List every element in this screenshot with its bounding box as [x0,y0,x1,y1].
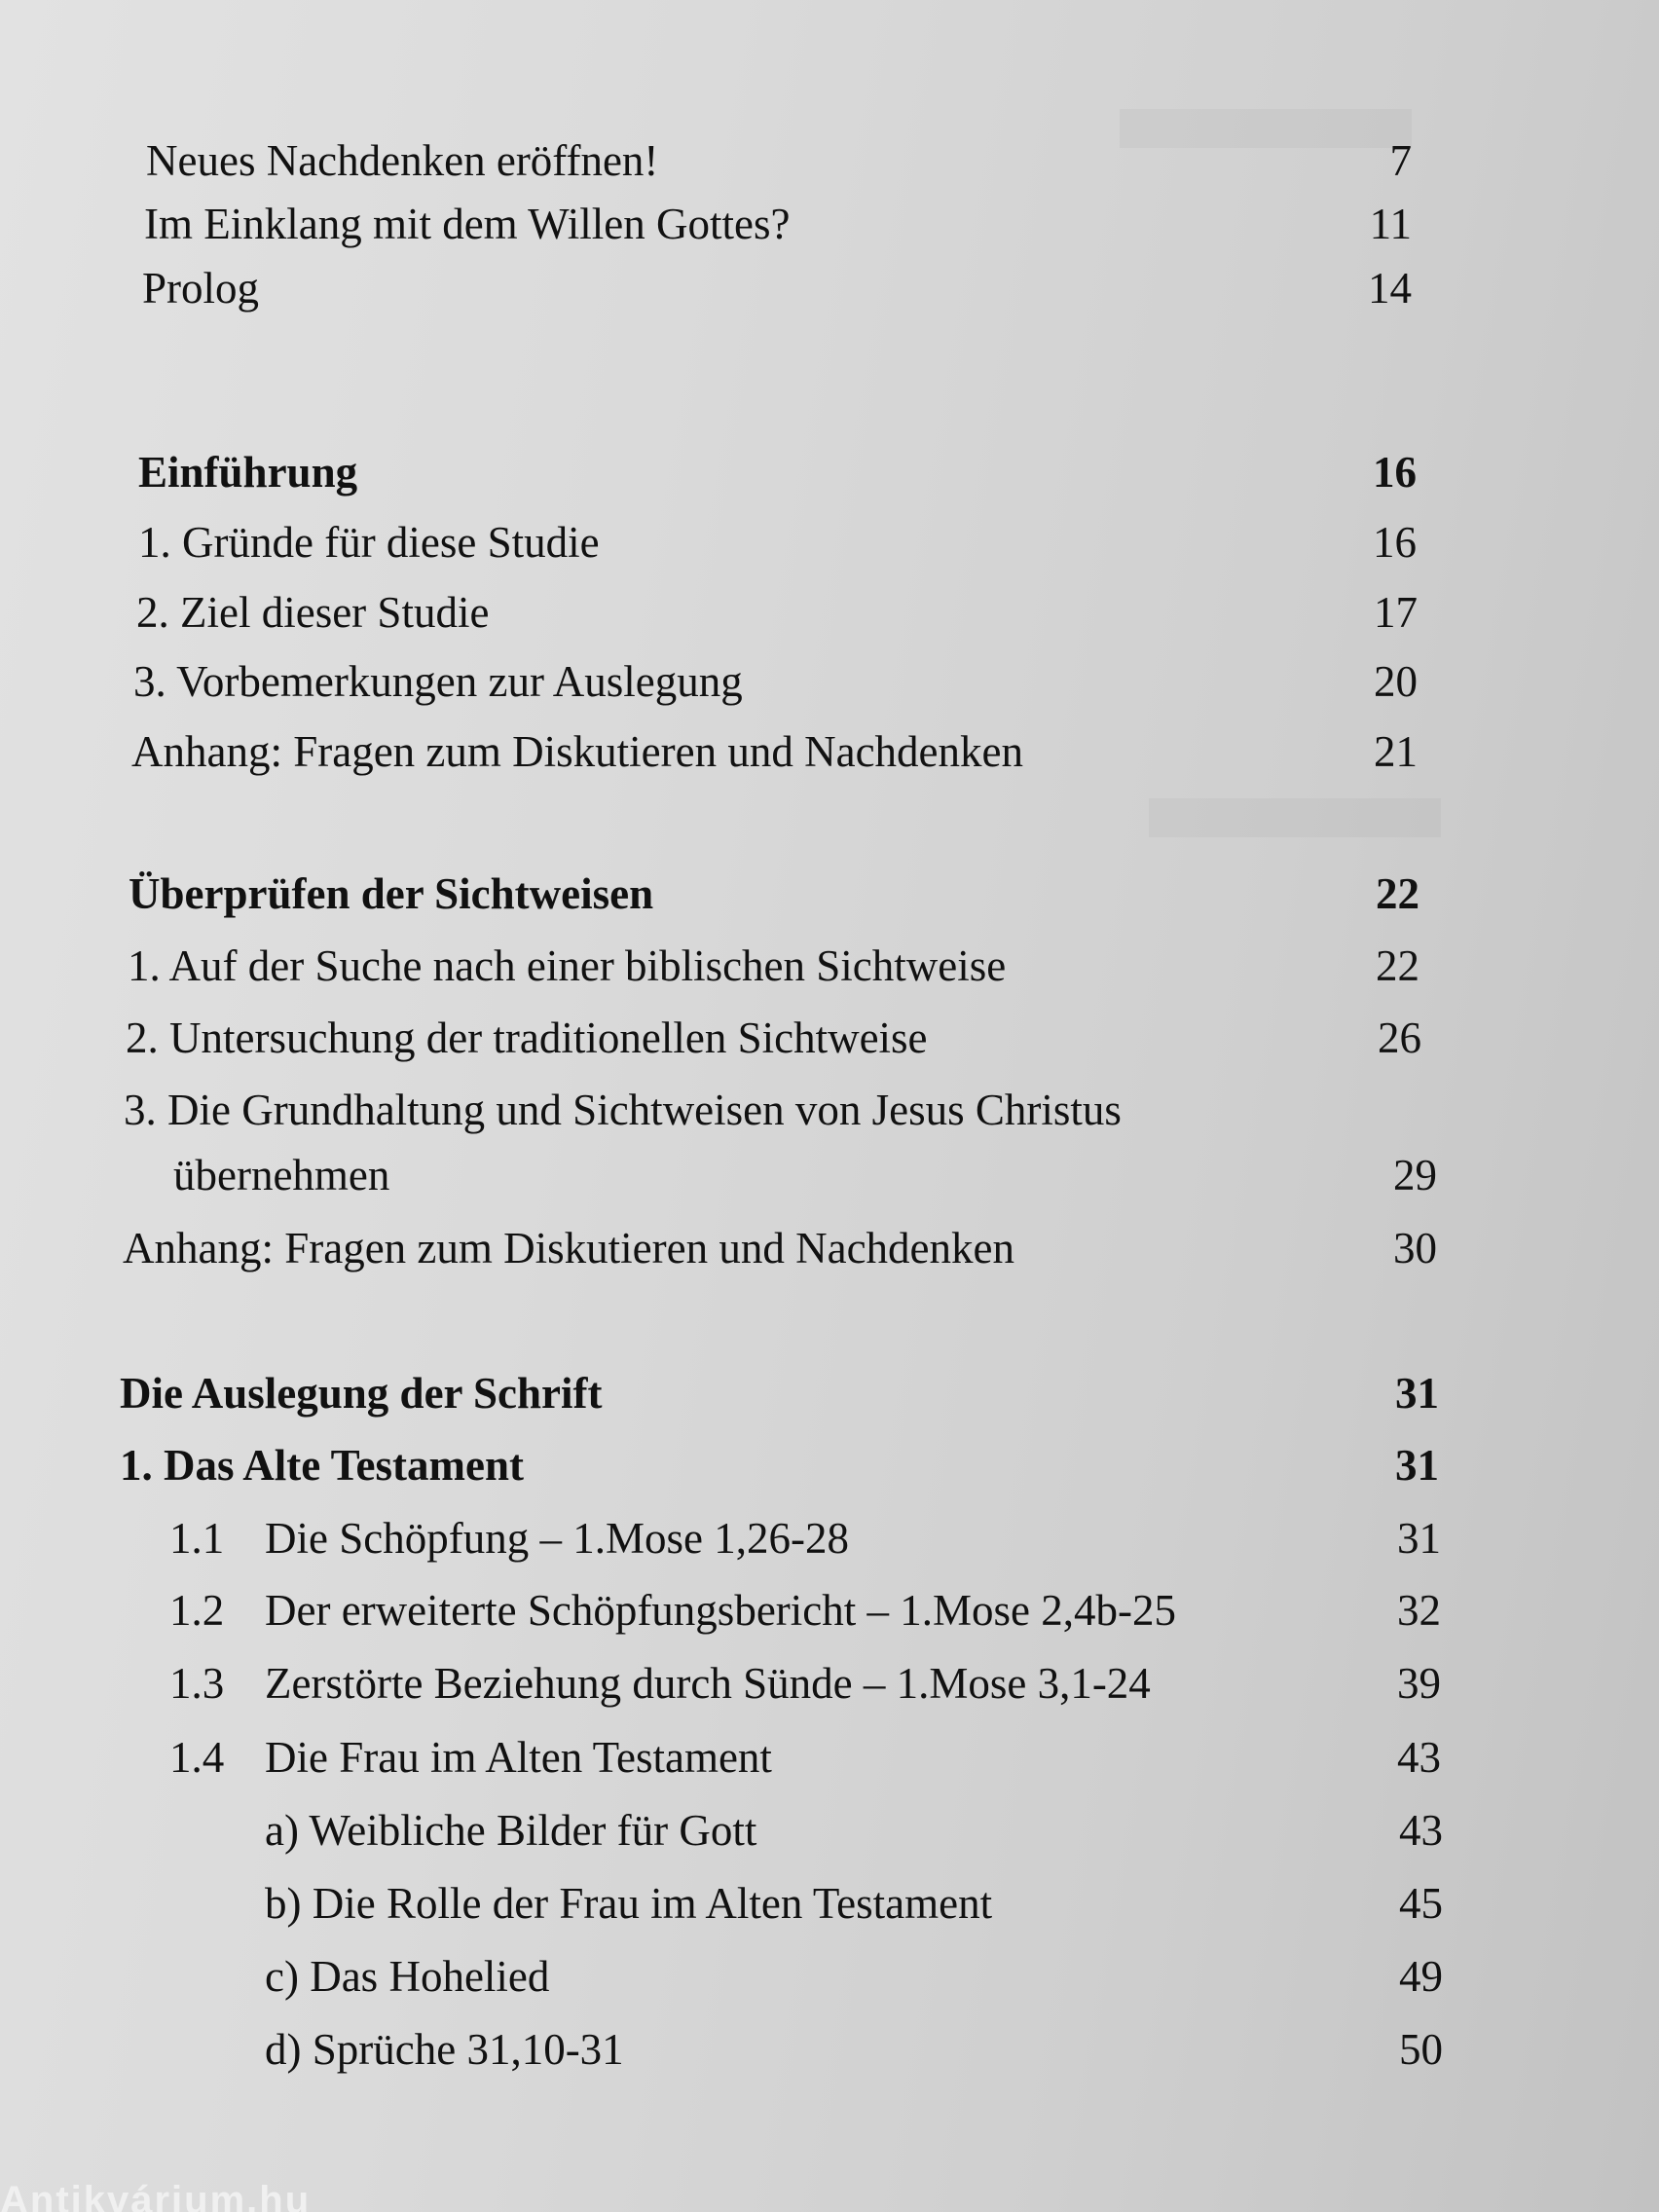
toc-section-heading [0,865,1659,923]
toc-heading-title: Einführung [138,448,358,497]
toc-section-heading [0,443,1659,501]
toc-entry [0,722,1659,781]
toc-entry-page: 7 [1389,136,1412,185]
toc-entry-title: übernehmen [173,1151,390,1199]
watermark-text: Antikvárium.hu [0,2179,312,2212]
toc-entry-page: 17 [1374,588,1418,637]
toc-entry [0,1728,1659,1787]
toc-entry-page: 20 [1374,657,1418,706]
toc-entry-title: Anhang: Fragen zum Diskutieren und Nachdenken [123,1224,1014,1272]
toc-subentry-page: 50 [1399,2025,1443,2074]
toc-subentry [0,2020,1659,2079]
toc-subheading-page: 31 [1395,1441,1439,1490]
toc-entry-page: 26 [1378,1014,1421,1062]
toc-subentry [0,1874,1659,1933]
toc-entry [0,513,1659,571]
toc-entry [0,1219,1659,1277]
toc-entry-page: 21 [1374,727,1418,776]
toc-entry-page: 31 [1397,1514,1441,1563]
toc-entry [0,1509,1659,1567]
toc-entry [0,937,1659,995]
toc-entry-continuation [0,1146,1659,1204]
toc-entry-title: 2. Untersuchung der traditionellen Sichtweise [126,1014,928,1062]
toc-heading-title: Überprüfen der Sichtweisen [129,869,654,918]
toc-entry-title: 2. Ziel dieser Studie [136,588,490,637]
toc-entry [0,195,1659,253]
toc-entry-title: 1. Auf der Suche nach einer biblischen Sichtweise [128,941,1007,990]
toc-subentry [0,1801,1659,1860]
toc-subentry-page: 49 [1399,1952,1443,2001]
toc-entry-title: Die Schöpfung – 1.Mose 1,26-28 [265,1514,849,1563]
toc-heading-title: Die Auslegung der Schrift [120,1369,603,1418]
toc-entry [0,1009,1659,1067]
toc-heading-page: 22 [1376,869,1419,918]
toc-entry-page: 30 [1393,1224,1437,1272]
toc-entry [0,1581,1659,1640]
toc-entry-title: Anhang: Fragen zum Diskutieren und Nachdenken [131,727,1023,776]
toc-entry-title: Im Einklang mit dem Willen Gottes? [144,200,791,248]
toc-heading-page: 31 [1395,1369,1439,1418]
toc-entry-number: 1.3 [169,1659,225,1708]
toc-entry-page: 29 [1393,1151,1437,1199]
toc-entry-title: Prolog [142,264,260,313]
toc-subheading-title: 1. Das Alte Testament [120,1441,524,1490]
toc-subentry [0,1947,1659,2006]
toc-subentry-page: 45 [1399,1879,1443,1928]
toc-subentry-title: a) Weibliche Bilder für Gott [265,1806,757,1855]
toc-entry-page: 22 [1376,941,1419,990]
toc-entry-title: 3. Vorbemerkungen zur Auslegung [133,657,743,706]
toc-section-heading [0,1364,1659,1422]
toc-entry-page: 32 [1397,1586,1441,1635]
toc-entry [0,1081,1659,1139]
toc-entry-number: 1.2 [169,1586,225,1635]
toc-entry-title: Zerstörte Beziehung durch Sünde – 1.Mose 3,1-24 [265,1659,1151,1708]
toc-entry [0,652,1659,711]
toc-entry-title: 1. Gründe für diese Studie [138,518,600,567]
toc-entry-number: 1.4 [169,1733,225,1782]
toc-entry-page: 14 [1368,264,1412,313]
toc-entry [0,131,1659,190]
toc-entry [0,1654,1659,1713]
toc-subentry-title: c) Das Hohelied [265,1952,550,2001]
toc-entry-page: 11 [1369,200,1412,248]
toc-subentry-title: b) Die Rolle der Frau im Alten Testament [265,1879,993,1928]
toc-entry [0,259,1659,317]
toc-entry-title: Die Frau im Alten Testament [265,1733,772,1782]
toc-entry-title: 3. Die Grundhaltung und Sichtweisen von Jesus Christus [124,1086,1122,1134]
toc-entry-title: Der erweiterte Schöpfungsbericht – 1.Mose 2,4b-25 [265,1586,1176,1635]
toc-entry-title: Neues Nachdenken eröffnen! [146,136,659,185]
toc-entry-page: 16 [1373,518,1417,567]
toc-subentry-title: d) Sprüche 31,10-31 [265,2025,624,2074]
toc-entry [0,583,1659,642]
bleed-through-shadow [1149,798,1441,837]
toc-heading-page: 16 [1373,448,1417,497]
toc-subentry-page: 43 [1399,1806,1443,1855]
toc-entry-page: 43 [1397,1733,1441,1782]
toc-entry-number: 1.1 [169,1514,225,1563]
toc-subsection-heading [0,1436,1659,1494]
toc-entry-page: 39 [1397,1659,1441,1708]
